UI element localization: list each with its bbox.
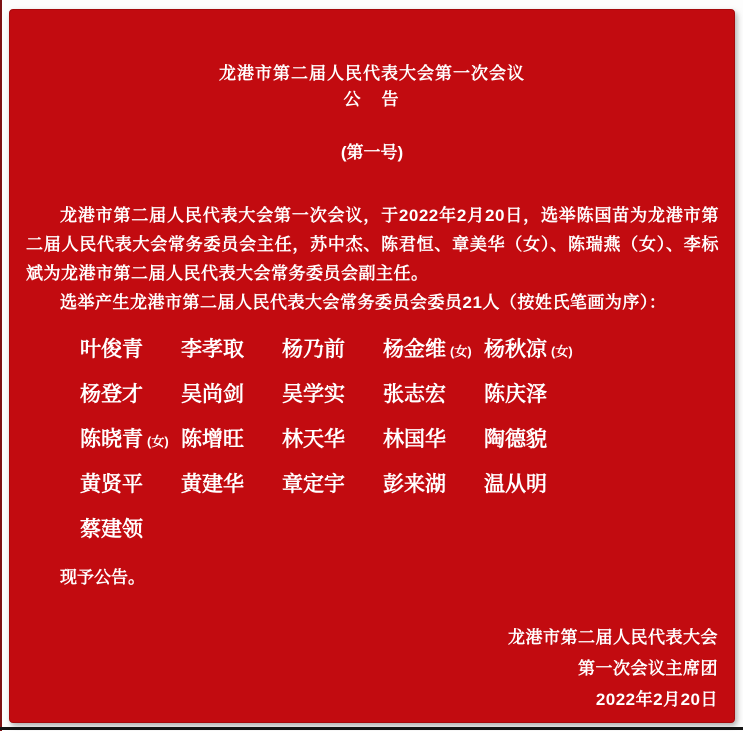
female-tag: (女)	[450, 343, 472, 359]
member-name-text: 杨登才	[80, 382, 143, 406]
member-name	[282, 468, 383, 498]
notice-subtitle: 公 告	[343, 90, 401, 109]
announcement-card	[9, 9, 735, 723]
member-name-text: 陈庆泽	[484, 382, 547, 406]
paragraph-members-intro: 选举产生龙港市第二届人民代表大会常务委员会委员21人（按姓氏笔画为序）：	[60, 293, 667, 312]
member-name	[80, 423, 181, 453]
member-name-text: 张志宏	[383, 382, 446, 406]
member-name-text: 林天华	[282, 427, 345, 451]
member-name	[181, 423, 282, 453]
notice-title: 龙港市第二届人民代表大会第一次会议	[219, 64, 525, 83]
member-name	[181, 333, 282, 363]
signature-organization: 龙港市第二届人民代表大会	[508, 628, 718, 647]
member-name	[282, 378, 383, 408]
member-name-text: 章定宇	[282, 472, 345, 496]
member-name	[282, 423, 383, 453]
member-name	[484, 423, 585, 453]
members-grid	[80, 325, 734, 550]
member-name	[80, 333, 181, 363]
member-name-text: 陶德貌	[484, 427, 547, 451]
member-name-text: 吴学实	[282, 382, 345, 406]
female-tag: (女)	[551, 343, 573, 359]
member-name	[282, 333, 383, 363]
member-name	[80, 468, 181, 498]
member-name-text: 彭来湖	[383, 472, 446, 496]
member-name-text: 林国华	[383, 427, 446, 451]
member-name	[484, 378, 585, 408]
signature-date: 2022年2月20日	[595, 690, 718, 709]
paragraph-election-results: 龙港市第二届人民代表大会第一次会议，于2022年2月20日，选举陈国苗为龙港市第二届人民代表大会常务委员会主任，苏中杰、陈君恒、章美华（女）、陈瑞燕（女）、李标斌为龙港市第二届人民代表大会常务委员会副主任。	[26, 206, 719, 283]
female-tag: (女)	[147, 433, 169, 449]
member-name-text: 陈增旺	[181, 427, 244, 451]
member-name	[181, 468, 282, 498]
bottom-border-line	[0, 727, 743, 730]
member-name-text: 杨乃前	[282, 337, 345, 361]
member-name-text: 陈晓青	[80, 427, 143, 451]
member-name	[383, 333, 484, 363]
member-name	[484, 333, 585, 363]
signature-block	[10, 622, 734, 715]
member-name-text: 杨秋凉	[484, 337, 547, 361]
member-name	[80, 513, 181, 543]
signature-presidium: 第一次会议主席团	[578, 659, 718, 678]
left-edge-strip	[0, 0, 2, 731]
member-name-text: 杨金维	[383, 337, 446, 361]
member-name	[80, 378, 181, 408]
member-name	[383, 378, 484, 408]
member-name	[484, 468, 585, 498]
member-name-text: 温从明	[484, 472, 547, 496]
member-name-text: 蔡建领	[80, 517, 143, 541]
member-name	[383, 423, 484, 453]
closing-statement: 现予公告。	[60, 568, 145, 587]
member-name	[181, 378, 282, 408]
member-name-text: 吴尚剑	[181, 382, 244, 406]
issue-number: (第一号)	[340, 143, 404, 162]
member-name-text: 黄建华	[181, 472, 244, 496]
member-name-text: 黄贤平	[80, 472, 143, 496]
member-name-text: 叶俊青	[80, 337, 143, 361]
member-name	[383, 468, 484, 498]
member-name-text: 李孝取	[181, 337, 244, 361]
